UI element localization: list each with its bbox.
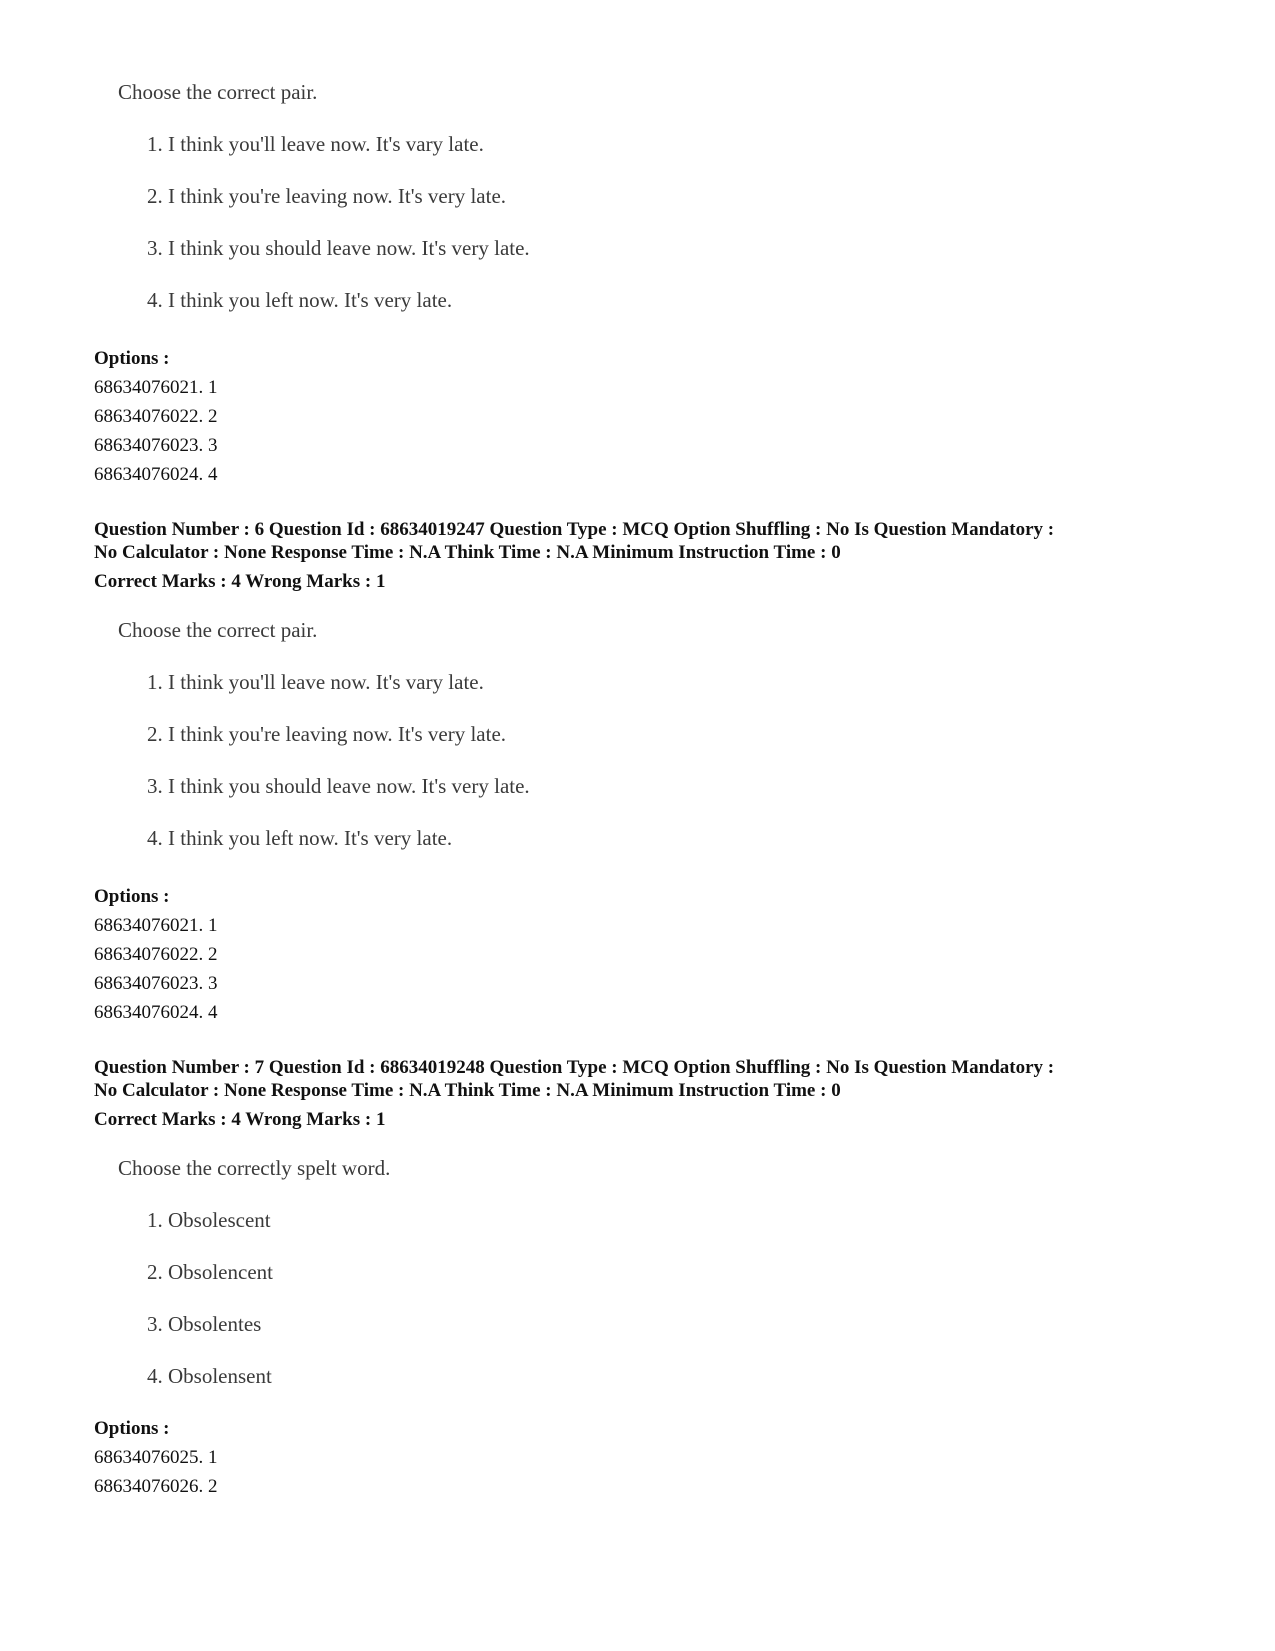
- options-block-6: [94, 882, 218, 1027]
- question-choice: 2. I think you're leaving now. It's very late.: [147, 722, 507, 746]
- options-label: Options :: [94, 348, 170, 369]
- question-meta-6: [94, 518, 1224, 593]
- question-choice: 1. I think you'll leave now. It's vary late.: [147, 132, 484, 156]
- question-choice: 2. I think you're leaving now. It's very late.: [147, 184, 507, 208]
- question-choice: 4. I think you left now. It's very late.: [147, 288, 453, 312]
- question-choice: 2. Obsolencent: [147, 1260, 273, 1284]
- question-choice: 3. I think you should leave now. It's very late.: [147, 236, 530, 260]
- option-item: 68634076025. 1: [94, 1447, 218, 1468]
- option-item: 68634076026. 2: [94, 1476, 218, 1497]
- option-item: 68634076024. 4: [94, 1002, 218, 1023]
- option-item: 68634076021. 1: [94, 915, 218, 936]
- question-choice: 4. I think you left now. It's very late.: [147, 826, 453, 850]
- options-label: Options :: [94, 886, 170, 907]
- question-prompt: Choose the correct pair.: [118, 618, 318, 642]
- option-item: 68634076022. 2: [94, 944, 218, 965]
- question-meta-line: Question Number : 7 Question Id : 68634019248 Question Type : MCQ Option Shuffling : No Is Question Mandatory :: [94, 1057, 1055, 1078]
- question-meta-line: No Calculator : None Response Time : N.A Think Time : N.A Minimum Instruction Time : 0: [94, 1080, 841, 1101]
- option-item: 68634076021. 1: [94, 377, 218, 398]
- question-prompt: Choose the correctly spelt word.: [118, 1156, 391, 1180]
- question-meta-7: [94, 1056, 1224, 1131]
- question-marks: Correct Marks : 4 Wrong Marks : 1: [94, 1109, 386, 1130]
- option-item: 68634076023. 3: [94, 435, 218, 456]
- option-item: 68634076022. 2: [94, 406, 218, 427]
- question-meta-line: No Calculator : None Response Time : N.A Think Time : N.A Minimum Instruction Time : 0: [94, 542, 841, 563]
- question-choice: 1. I think you'll leave now. It's vary late.: [147, 670, 484, 694]
- question-prompt: Choose the correct pair.: [118, 80, 318, 104]
- options-block-7: [94, 1414, 218, 1501]
- question-choice: 3. Obsolentes: [147, 1312, 262, 1336]
- question-choice: 4. Obsolensent: [147, 1364, 272, 1388]
- options-block1: [94, 344, 218, 489]
- question-choice: 3. I think you should leave now. It's very late.: [147, 774, 530, 798]
- option-item: 68634076024. 4: [94, 464, 218, 485]
- options-label: Options :: [94, 1418, 170, 1439]
- option-item: 68634076023. 3: [94, 973, 218, 994]
- question-marks: Correct Marks : 4 Wrong Marks : 1: [94, 571, 386, 592]
- question-choice: 1. Obsolescent: [147, 1208, 271, 1232]
- question-meta-line: Question Number : 6 Question Id : 68634019247 Question Type : MCQ Option Shuffling : No Is Question Mandatory :: [94, 519, 1055, 540]
